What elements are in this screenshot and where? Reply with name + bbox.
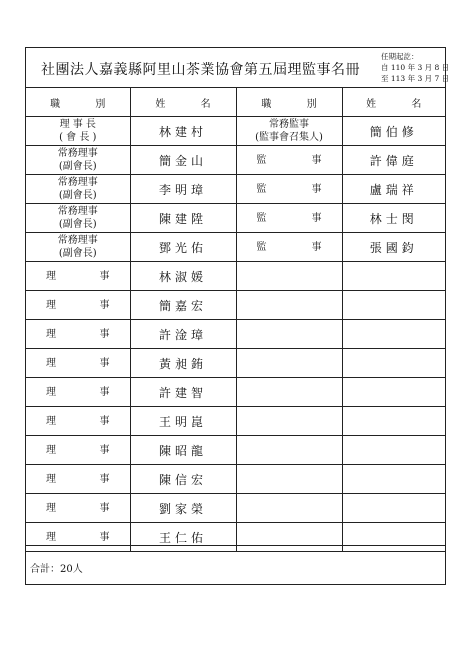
position-title: 理 事 [46,270,110,282]
table-row [26,233,445,262]
position-cell-left [26,436,130,465]
position-cell-left [26,349,130,378]
position-title: 理 事 [46,502,110,514]
position-title: 常務理事 [57,148,98,159]
column-header-name-right: 姓 名 [342,88,445,117]
position-title: 常務理事 [57,206,98,217]
position-cell-right [236,262,342,291]
position-cell-left [26,378,130,407]
position-subtitle: (監事會召集人) [255,132,323,143]
name-cell-right: 林士閔 [342,204,445,233]
position-cell-left [26,175,130,204]
position-cell-left [26,320,130,349]
name-cell-right: 張國鈞 [342,233,445,262]
roster-table [26,88,445,552]
position-cell-right [236,233,342,262]
name-cell-left: 黃昶銪 [130,349,236,378]
position-cell-left [26,233,130,262]
position-title: 理 事 [46,444,110,456]
table-row [26,465,445,494]
table-row [26,291,445,320]
position-cell-left [26,262,130,291]
name-cell-left: 陳昭龍 [130,436,236,465]
table-row [26,407,445,436]
name-cell-right [342,262,445,291]
position-cell-left [26,291,130,320]
position-cell-left [26,407,130,436]
table-row [26,117,445,146]
name-cell-left: 許淦璋 [130,320,236,349]
column-header-name-left: 姓 名 [130,88,236,117]
term-label: 任期起訖： [381,52,419,61]
position-title: 常務理事 [57,177,98,188]
position-title: 常務理事 [57,235,98,246]
name-cell-right [342,436,445,465]
position-cell-right [236,146,342,175]
name-cell-left: 林建村 [130,117,236,146]
position-cell-right [236,320,342,349]
table-header-row [26,88,445,117]
name-cell-left: 簡嘉宏 [130,291,236,320]
name-cell-left: 李明璋 [130,175,236,204]
position-title: 監 事 [256,183,322,195]
position-cell-right [236,291,342,320]
position-cell-left [26,146,130,175]
term-start: 自 110 年 3 月 8 日 [381,63,450,72]
table-row [26,320,445,349]
name-cell-right [342,291,445,320]
name-cell-left: 王明崑 [130,407,236,436]
position-cell-right [236,494,342,523]
position-cell-left [26,204,130,233]
position-title: 理 事 [46,386,110,398]
position-subtitle: (副會長) [58,190,97,201]
position-subtitle: (副會長) [58,161,97,172]
position-title: 理 事 長 [59,119,96,130]
name-cell-right [342,320,445,349]
position-title: 理 事 [46,473,110,485]
name-cell-left: 鄧光佑 [130,233,236,262]
name-cell-left: 許建智 [130,378,236,407]
position-cell-right [236,407,342,436]
term-info [381,51,449,84]
table-row [26,146,445,175]
name-cell-right [342,465,445,494]
table-row [26,204,445,233]
table-row [26,262,445,291]
position-subtitle: (副會長) [58,248,97,259]
name-cell-right: 許偉庭 [342,146,445,175]
column-header-position-left: 職 別 [26,88,130,117]
position-cell-right [236,436,342,465]
name-cell-right: 盧瑞祥 [342,175,445,204]
table-row [26,494,445,523]
document-title: 社團法人嘉義縣阿里山茶業協會第五屆理監事名冊 [41,62,360,78]
name-cell-right: 簡伯修 [342,117,445,146]
name-cell-right [342,407,445,436]
position-cell-right [236,204,342,233]
table-row [26,349,445,378]
position-title: 理 事 [46,531,110,543]
position-subtitle: ( 會 長 ) [59,132,97,143]
position-subtitle: (副會長) [58,219,97,230]
position-cell-left [26,117,130,146]
position-title: 理 事 [46,328,110,340]
name-cell-right [342,349,445,378]
document-header [26,48,450,88]
position-title: 理 事 [46,415,110,427]
total-count: 合計：20人 [30,564,83,575]
position-cell-right [236,378,342,407]
name-cell-right [342,494,445,523]
document-footer [26,545,445,584]
position-title: 監 事 [256,241,322,253]
name-cell-left: 陳信宏 [130,465,236,494]
name-cell-left: 林淑媛 [130,262,236,291]
position-title: 監 事 [256,212,322,224]
position-title: 理 事 [46,299,110,311]
table-row [26,378,445,407]
term-end: 至 113 年 3 月 7 日 [381,74,450,83]
position-cell-left [26,465,130,494]
roster-document [25,47,450,585]
position-cell-right [236,349,342,378]
position-cell-right [236,175,342,204]
name-cell-right [342,378,445,407]
position-cell-right [236,117,342,146]
column-header-position-right: 職 別 [236,88,342,117]
name-cell-left: 劉家榮 [130,494,236,523]
position-cell-right [236,465,342,494]
position-title: 常務監事 [269,119,309,130]
name-cell-left: 陳建陞 [130,204,236,233]
table-row [26,436,445,465]
position-title: 監 事 [256,154,322,166]
position-title: 理 事 [46,357,110,369]
name-cell-left: 王仁佑 [130,523,236,552]
name-cell-left: 簡金山 [130,146,236,175]
table-row [26,175,445,204]
position-cell-left [26,494,130,523]
